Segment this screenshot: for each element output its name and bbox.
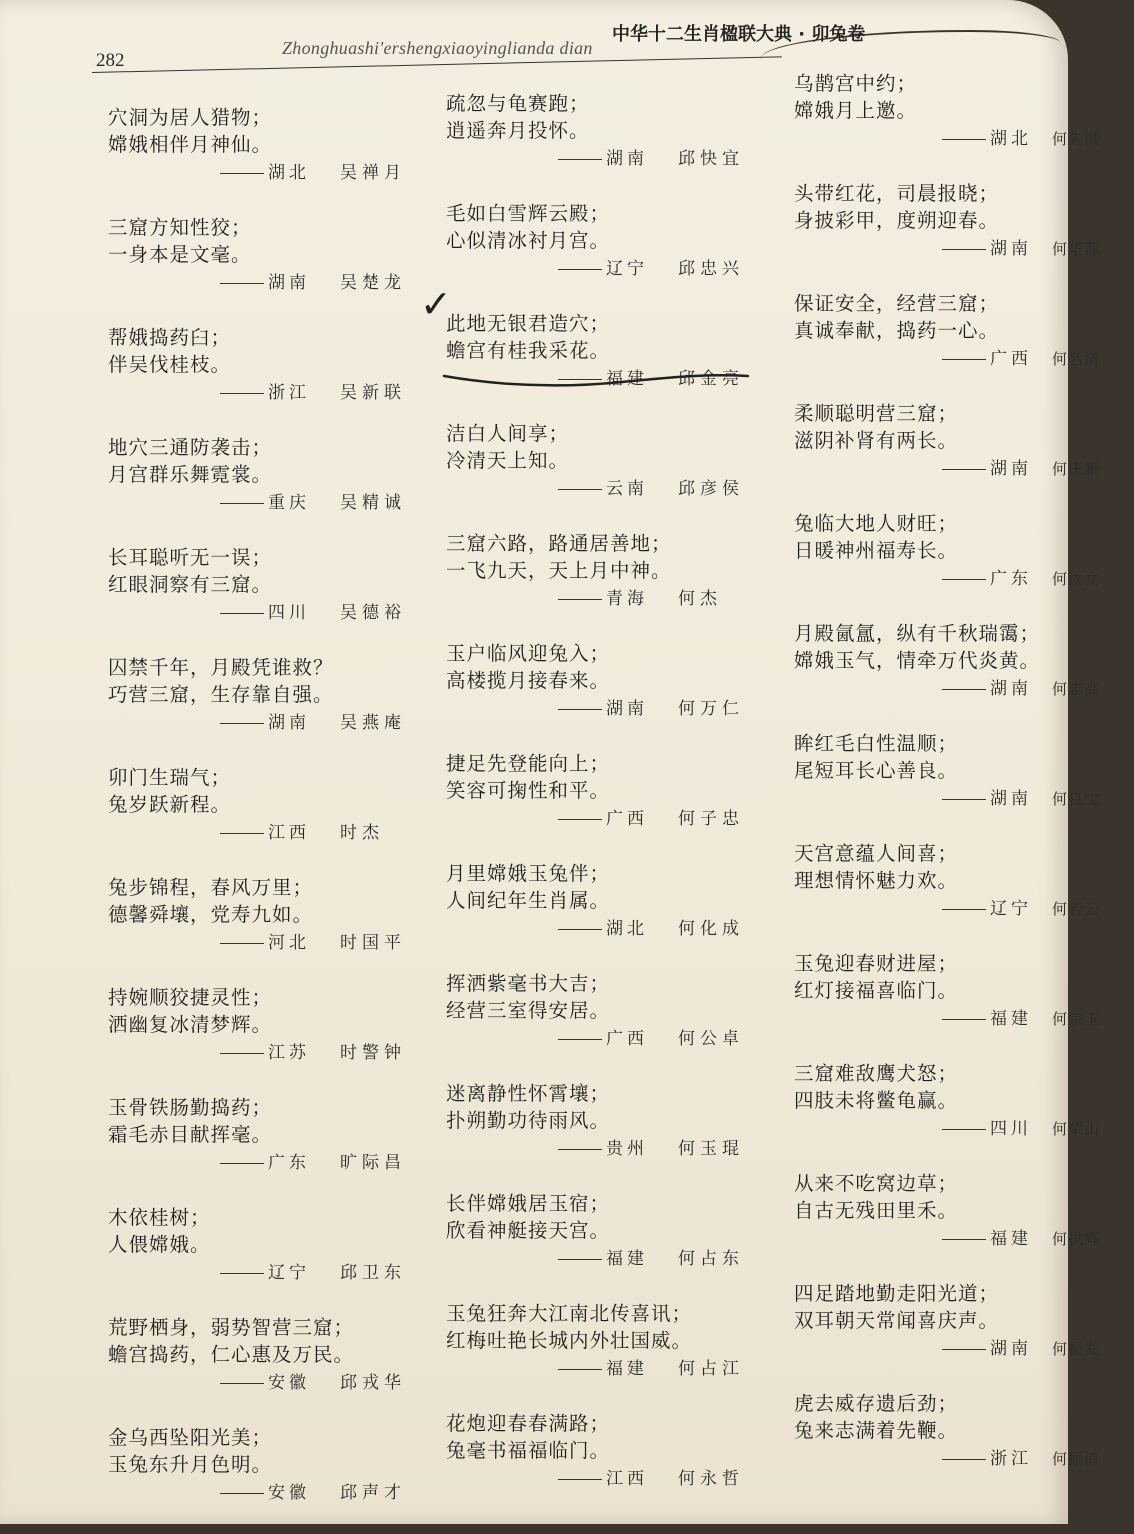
couplet-line-upper: 迷离静性怀霄壤； bbox=[446, 1082, 611, 1105]
couplet-credit bbox=[108, 708, 448, 738]
couplet-entry bbox=[446, 420, 786, 530]
credit-dash bbox=[942, 1019, 986, 1020]
couplet-line-upper: 虎去威存遗后劲； bbox=[794, 1392, 959, 1415]
couplet-line-lower: 巧营三窟，生存靠自强。 bbox=[108, 683, 334, 706]
credit-region: 湖北 bbox=[268, 163, 310, 183]
couplet-line-upper: 毛如白雪辉云殿； bbox=[446, 202, 611, 225]
couplet-line-lower: 玉兔东升月色明。 bbox=[108, 1453, 273, 1476]
couplet-line-lower: 德馨舜壤，党寿九如。 bbox=[108, 903, 314, 926]
couplet-line-lower: 人间纪年生肖属。 bbox=[446, 889, 611, 912]
couplet-entry bbox=[794, 620, 1134, 730]
couplet-entry bbox=[446, 90, 786, 200]
credit-author: 何拱辉 bbox=[1052, 1230, 1101, 1248]
credit-author: 邱金亮 bbox=[678, 369, 744, 389]
couplet-line-lower: 经营三室得安居。 bbox=[446, 999, 611, 1022]
credit-dash bbox=[558, 709, 602, 710]
credit-dash bbox=[558, 929, 602, 930]
couplet-entry bbox=[794, 1170, 1134, 1280]
credit-author: 何荣山 bbox=[1052, 1120, 1101, 1138]
credit-author: 何占江 bbox=[678, 1359, 744, 1379]
credit-region: 云南 bbox=[606, 479, 648, 499]
credit-region: 四川 bbox=[990, 1119, 1032, 1139]
credit-region: 湖北 bbox=[990, 129, 1032, 149]
couplet-line-lower: 身披彩甲，度朔迎春。 bbox=[794, 209, 1000, 232]
credit-region: 湖南 bbox=[268, 273, 310, 293]
couplet-entry bbox=[108, 654, 448, 764]
couplet-line-upper: 洁白人间享； bbox=[446, 422, 570, 445]
credit-dash bbox=[942, 469, 986, 470]
credit-region: 广东 bbox=[268, 1153, 310, 1173]
couplet-credit bbox=[794, 344, 1134, 374]
credit-dash bbox=[220, 1493, 264, 1494]
credit-author: 何汝文 bbox=[1052, 570, 1101, 588]
column-3 bbox=[794, 70, 1134, 1500]
couplet-entry bbox=[794, 400, 1134, 510]
credit-author: 何杰 bbox=[678, 589, 722, 609]
credit-author: 何公卓 bbox=[678, 1029, 744, 1049]
credit-author: 何志高 bbox=[1052, 680, 1101, 698]
credit-dash bbox=[942, 249, 986, 250]
credit-author: 何宗玉 bbox=[1052, 1010, 1101, 1028]
couplet-line-lower: 洒幽复冰清梦辉。 bbox=[108, 1013, 273, 1036]
couplet-entry bbox=[794, 950, 1134, 1060]
credit-dash bbox=[558, 1039, 602, 1040]
couplet-line-upper: 疏忽与龟赛跑； bbox=[446, 92, 590, 115]
couplet-line-lower: 尾短耳长心善良。 bbox=[794, 759, 959, 782]
credit-region: 广西 bbox=[606, 1029, 648, 1049]
couplet-entry bbox=[446, 1410, 786, 1520]
couplet-credit bbox=[108, 1148, 448, 1178]
header-pinyin: Zhonghuashi'ershengxiaoyinglianda dian bbox=[282, 38, 593, 58]
credit-dash bbox=[942, 139, 986, 140]
credit-dash bbox=[220, 1273, 264, 1274]
couplet-line-upper: 花炮迎春春满路； bbox=[446, 1412, 611, 1435]
couplet-line-upper: 柔顺聪明营三窟； bbox=[794, 402, 959, 425]
credit-author: 时警钟 bbox=[340, 1043, 406, 1063]
couplet-line-upper: 木依桂树； bbox=[108, 1206, 211, 1229]
credit-author: 何子忠 bbox=[678, 809, 744, 829]
couplet-line-upper: 玉兔狂奔大江南北传喜讯； bbox=[446, 1302, 693, 1325]
credit-region: 贵州 bbox=[606, 1139, 648, 1159]
credit-dash bbox=[942, 799, 986, 800]
credit-dash bbox=[220, 833, 264, 834]
credit-region: 湖南 bbox=[990, 459, 1032, 479]
credit-dash bbox=[220, 1053, 264, 1054]
credit-dash bbox=[220, 943, 264, 944]
couplet-line-lower: 真诚奉献，捣药一心。 bbox=[794, 319, 1000, 342]
credit-region: 广西 bbox=[990, 349, 1032, 369]
couplet-line-upper: 乌鹊宫中约； bbox=[794, 72, 918, 95]
credit-dash bbox=[220, 613, 264, 614]
credit-region: 江西 bbox=[268, 823, 310, 843]
couplet-credit bbox=[794, 1114, 1134, 1144]
credit-author: 邱彦侯 bbox=[678, 479, 744, 499]
credit-region: 江西 bbox=[606, 1469, 648, 1489]
credit-region: 湖南 bbox=[606, 149, 648, 169]
couplet-credit bbox=[108, 1038, 448, 1068]
couplet-entry bbox=[446, 530, 786, 640]
column-2 bbox=[446, 90, 786, 1520]
couplet-entry bbox=[108, 874, 448, 984]
credit-author: 邱快宜 bbox=[678, 149, 744, 169]
book-title: 中华十二生肖楹联大典 · 卯兔卷 bbox=[612, 24, 866, 45]
couplet-credit bbox=[794, 564, 1134, 594]
credit-author: 何玉琨 bbox=[678, 1139, 744, 1159]
couplet-entry bbox=[108, 434, 448, 544]
credit-region: 湖南 bbox=[268, 713, 310, 733]
couplet-credit bbox=[446, 914, 786, 944]
couplet-entry bbox=[108, 104, 448, 214]
credit-region: 四川 bbox=[268, 603, 310, 623]
couplet-entry bbox=[446, 750, 786, 860]
couplet-line-upper: 三窟方知性狡； bbox=[108, 216, 252, 239]
credit-author: 何化成 bbox=[678, 919, 744, 939]
couplet-credit bbox=[108, 818, 448, 848]
credit-region: 广东 bbox=[990, 569, 1032, 589]
credit-dash bbox=[220, 283, 264, 284]
couplet-entry bbox=[794, 1060, 1134, 1170]
couplet-line-upper: 头带红花，司晨报晓； bbox=[794, 182, 1000, 205]
couplet-credit bbox=[108, 1478, 448, 1508]
credit-dash bbox=[942, 359, 986, 360]
couplet-credit bbox=[794, 454, 1134, 484]
couplet-line-lower: 滋阴补肾有两长。 bbox=[794, 429, 959, 452]
credit-dash bbox=[942, 1239, 986, 1240]
credit-region: 湖北 bbox=[606, 919, 648, 939]
credit-dash bbox=[558, 489, 602, 490]
couplet-entry bbox=[446, 1300, 786, 1410]
credit-author: 吴新联 bbox=[340, 383, 406, 403]
couplet-line-lower: 嫦娥月上邀。 bbox=[794, 99, 918, 122]
couplet-credit bbox=[108, 268, 448, 298]
credit-region: 广西 bbox=[606, 809, 648, 829]
couplet-line-lower: 双耳朝天常闻喜庆声。 bbox=[794, 1309, 1000, 1332]
credit-author: 何永哲 bbox=[678, 1469, 744, 1489]
credit-region: 浙江 bbox=[990, 1449, 1032, 1469]
couplet-entry bbox=[108, 1094, 448, 1204]
credit-author: 邱忠兴 bbox=[678, 259, 744, 279]
credit-dash bbox=[220, 1163, 264, 1164]
credit-dash bbox=[942, 689, 986, 690]
couplet-credit bbox=[108, 598, 448, 628]
couplet-credit bbox=[794, 1444, 1134, 1474]
couplet-line-upper: 月里嫦娥玉兔伴； bbox=[446, 862, 611, 885]
couplet-credit bbox=[108, 488, 448, 518]
couplet-entry bbox=[794, 840, 1134, 950]
couplet-line-upper: 兔步锦程，春风万里； bbox=[108, 876, 314, 899]
couplet-credit bbox=[794, 674, 1134, 704]
credit-author: 何若云 bbox=[1052, 900, 1101, 918]
couplet-entry bbox=[446, 310, 786, 420]
credit-region: 湖南 bbox=[990, 679, 1032, 699]
couplet-line-upper: 长伴嫦娥居玉宿； bbox=[446, 1192, 611, 1215]
credit-region: 湖南 bbox=[606, 699, 648, 719]
credit-region: 湖南 bbox=[990, 789, 1032, 809]
couplet-line-lower: 伴吴伐桂枝。 bbox=[108, 353, 232, 376]
credit-dash bbox=[942, 1129, 986, 1130]
couplet-entry bbox=[794, 180, 1134, 290]
credit-author: 时国平 bbox=[340, 933, 406, 953]
credit-author: 何占东 bbox=[678, 1249, 744, 1269]
credit-author: 旷际昌 bbox=[340, 1153, 406, 1173]
couplet-entry bbox=[108, 984, 448, 1094]
credit-author: 时杰 bbox=[340, 823, 384, 843]
couplet-line-lower: 心似清冰衬月宫。 bbox=[446, 229, 611, 252]
credit-region: 河北 bbox=[268, 933, 310, 953]
couplet-credit bbox=[794, 1224, 1134, 1254]
couplet-line-upper: 玉骨铁肠勤捣药； bbox=[108, 1096, 273, 1119]
couplet-line-lower: 日暖神州福寿长。 bbox=[794, 539, 959, 562]
couplet-credit bbox=[108, 1368, 448, 1398]
couplet-entry bbox=[108, 1204, 448, 1314]
credit-region: 福建 bbox=[990, 1009, 1032, 1029]
couplet-line-lower: 月宫群乐舞霓裳。 bbox=[108, 463, 273, 486]
credit-dash bbox=[942, 1349, 986, 1350]
couplet-line-upper: 荒野栖身，弱势智营三窟； bbox=[108, 1316, 355, 1339]
couplet-credit bbox=[446, 1354, 786, 1384]
credit-dash bbox=[558, 599, 602, 600]
credit-dash bbox=[220, 503, 264, 504]
couplet-line-upper: 金乌西坠阳光美； bbox=[108, 1426, 273, 1449]
couplet-line-upper: 囚禁千年，月殿凭谁救？ bbox=[108, 656, 334, 679]
credit-dash bbox=[220, 723, 264, 724]
couplet-line-lower: 理想情怀魅力欢。 bbox=[794, 869, 959, 892]
couplet-entry bbox=[108, 324, 448, 434]
couplet-entry bbox=[108, 1314, 448, 1424]
credit-dash bbox=[558, 269, 602, 270]
couplet-line-upper: 月殿氤氲，纵有千秋瑞霭； bbox=[794, 622, 1041, 645]
couplet-line-upper: 兔临大地人财旺； bbox=[794, 512, 959, 535]
credit-author: 何万仁 bbox=[678, 699, 744, 719]
couplet-line-upper: 穴洞为居人猎物； bbox=[108, 106, 273, 129]
couplet-line-upper: 捷足先登能向上； bbox=[446, 752, 611, 775]
couplet-line-upper: 玉户临风迎兔入； bbox=[446, 642, 611, 665]
credit-dash bbox=[942, 909, 986, 910]
credit-author: 邱声才 bbox=[340, 1483, 406, 1503]
couplet-entry bbox=[108, 1424, 448, 1534]
credit-dash bbox=[558, 1369, 602, 1370]
couplet-line-lower: 蟾宫有桂我采花。 bbox=[446, 339, 611, 362]
credit-author: 吴燕庵 bbox=[340, 713, 406, 733]
couplet-entry bbox=[108, 544, 448, 654]
couplet-credit bbox=[446, 254, 786, 284]
credit-dash bbox=[942, 579, 986, 580]
credit-region: 湖南 bbox=[990, 1339, 1032, 1359]
handwritten-underline bbox=[442, 366, 750, 388]
couplet-line-lower: 自古无残田里禾。 bbox=[794, 1199, 959, 1222]
couplet-credit bbox=[446, 144, 786, 174]
couplet-line-upper: 长耳聪听无一误； bbox=[108, 546, 273, 569]
couplet-credit bbox=[794, 784, 1134, 814]
credit-author: 何先淇 bbox=[1052, 130, 1101, 148]
couplet-entry bbox=[446, 1080, 786, 1190]
couplet-credit bbox=[794, 234, 1134, 264]
credit-author: 何振发 bbox=[1052, 1340, 1101, 1358]
page-number: 282 bbox=[96, 50, 125, 71]
couplet-entry bbox=[108, 214, 448, 324]
couplet-line-upper: 卯门生瑞气； bbox=[108, 766, 232, 789]
credit-region: 安徽 bbox=[268, 1373, 310, 1393]
couplet-line-lower: 兔岁跃新程。 bbox=[108, 793, 232, 816]
couplet-line-upper: 四足踏地勤走阳光道； bbox=[794, 1282, 1000, 1305]
credit-dash bbox=[220, 393, 264, 394]
couplet-entry bbox=[794, 1280, 1134, 1390]
credit-author: 邱卫东 bbox=[340, 1263, 406, 1283]
credit-author: 何振清 bbox=[1052, 1450, 1101, 1468]
couplet-entry bbox=[446, 970, 786, 1080]
credit-author: 何良宝 bbox=[1052, 790, 1101, 808]
couplet-entry bbox=[794, 1390, 1134, 1500]
credit-dash bbox=[558, 1259, 602, 1260]
couplet-credit bbox=[446, 584, 786, 614]
couplet-line-upper: 持婉顺狡捷灵性； bbox=[108, 986, 273, 1009]
couplet-entry bbox=[794, 730, 1134, 840]
couplet-line-lower: 蟾宫捣药，仁心惠及万民。 bbox=[108, 1343, 355, 1366]
credit-dash bbox=[558, 819, 602, 820]
credit-dash bbox=[558, 1149, 602, 1150]
couplet-line-upper: 地穴三通防袭击； bbox=[108, 436, 273, 459]
couplet-line-lower: 霜毛赤目献挥毫。 bbox=[108, 1123, 273, 1146]
credit-author: 吴禅月 bbox=[340, 163, 406, 183]
couplet-line-lower: 笑容可掬性和平。 bbox=[446, 779, 611, 802]
couplet-line-upper: 三窟六路，路通居善地； bbox=[446, 532, 672, 555]
couplet-line-lower: 高楼揽月接春来。 bbox=[446, 669, 611, 692]
couplet-line-upper: 此地无银君造穴； bbox=[446, 312, 611, 335]
credit-region: 福建 bbox=[606, 1359, 648, 1379]
credit-region: 辽宁 bbox=[606, 259, 648, 279]
credit-region: 福建 bbox=[606, 369, 648, 389]
couplet-entry bbox=[446, 640, 786, 750]
credit-author: 何华荪 bbox=[1052, 240, 1101, 258]
couplet-line-upper: 三窟难敌鹰犬怒； bbox=[794, 1062, 959, 1085]
credit-dash bbox=[942, 1459, 986, 1460]
couplet-entry bbox=[446, 860, 786, 970]
credit-dash bbox=[558, 1479, 602, 1480]
credit-dash bbox=[220, 1383, 264, 1384]
credit-region: 辽宁 bbox=[268, 1263, 310, 1283]
couplet-line-lower: 欣看神艇接天宫。 bbox=[446, 1219, 611, 1242]
couplet-line-lower: 一身本是文毫。 bbox=[108, 243, 252, 266]
couplet-line-lower: 逍遥奔月投怀。 bbox=[446, 119, 590, 142]
couplet-credit bbox=[446, 1244, 786, 1274]
couplet-line-lower: 扑朔勤功待雨风。 bbox=[446, 1109, 611, 1132]
couplet-entry bbox=[794, 290, 1134, 400]
couplet-line-lower: 一飞九天，天上月中神。 bbox=[446, 559, 672, 582]
couplet-entry bbox=[446, 1190, 786, 1300]
couplet-line-upper: 玉兔迎春财进屋； bbox=[794, 952, 959, 975]
credit-author: 吴德裕 bbox=[340, 603, 406, 623]
couplet-credit bbox=[794, 124, 1134, 154]
credit-region: 青海 bbox=[606, 589, 648, 609]
couplet-credit bbox=[446, 474, 786, 504]
couplet-line-upper: 眸红毛白性温顺； bbox=[794, 732, 959, 755]
credit-author: 邱戎华 bbox=[340, 1373, 406, 1393]
couplet-line-upper: 保证安全，经营三窟； bbox=[794, 292, 1000, 315]
couplet-entry bbox=[794, 70, 1134, 180]
credit-dash bbox=[220, 173, 264, 174]
column-1 bbox=[108, 104, 448, 1534]
couplet-entry bbox=[108, 764, 448, 874]
credit-author: 吴精诚 bbox=[340, 493, 406, 513]
couplet-line-lower: 红梅吐艳长城内外壮国威。 bbox=[446, 1329, 693, 1352]
credit-author: 何名清 bbox=[1052, 350, 1101, 368]
credit-region: 福建 bbox=[606, 1249, 648, 1269]
couplet-line-lower: 红灯接福喜临门。 bbox=[794, 979, 959, 1002]
couplet-line-upper: 从来不吃窝边草； bbox=[794, 1172, 959, 1195]
couplet-line-lower: 兔毫书福福临门。 bbox=[446, 1439, 611, 1462]
couplet-line-lower: 嫦娥相伴月神仙。 bbox=[108, 133, 273, 156]
credit-dash bbox=[558, 159, 602, 160]
handwritten-check-mark: ✓ bbox=[420, 282, 452, 326]
couplet-line-upper: 帮娥捣药臼； bbox=[108, 326, 232, 349]
credit-author: 吴楚龙 bbox=[340, 273, 406, 293]
credit-region: 湖南 bbox=[990, 239, 1032, 259]
couplet-entry bbox=[446, 200, 786, 310]
couplet-line-upper: 挥洒紫毫书大吉； bbox=[446, 972, 611, 995]
credit-region: 重庆 bbox=[268, 493, 310, 513]
couplet-credit bbox=[446, 1134, 786, 1164]
couplet-credit bbox=[446, 694, 786, 724]
credit-region: 安徽 bbox=[268, 1483, 310, 1503]
couplet-credit bbox=[446, 1464, 786, 1494]
couplet-line-lower: 冷清天上知。 bbox=[446, 449, 570, 472]
credit-author: 何庆新 bbox=[1052, 460, 1101, 478]
couplet-credit bbox=[794, 1004, 1134, 1034]
couplet-credit bbox=[446, 1024, 786, 1054]
credit-region: 浙江 bbox=[268, 383, 310, 403]
couplet-credit bbox=[794, 894, 1134, 924]
couplet-credit bbox=[108, 158, 448, 188]
couplet-entry bbox=[794, 510, 1134, 620]
credit-region: 福建 bbox=[990, 1229, 1032, 1249]
credit-region: 江苏 bbox=[268, 1043, 310, 1063]
couplet-line-lower: 嫦娥玉气，情牵万代炎黄。 bbox=[794, 649, 1041, 672]
couplet-credit bbox=[108, 1258, 448, 1288]
couplet-credit bbox=[108, 378, 448, 408]
credit-region: 辽宁 bbox=[990, 899, 1032, 919]
couplet-credit bbox=[446, 804, 786, 834]
couplet-credit bbox=[794, 1334, 1134, 1364]
couplet-line-lower: 兔来志满着先鞭。 bbox=[794, 1419, 959, 1442]
couplet-line-lower: 四肢未将鳖龟赢。 bbox=[794, 1089, 959, 1112]
couplet-line-lower: 人偎嫦娥。 bbox=[108, 1233, 211, 1256]
couplet-line-upper: 天宫意蕴人间喜； bbox=[794, 842, 959, 865]
couplet-line-lower: 红眼洞察有三窟。 bbox=[108, 573, 273, 596]
couplet-credit bbox=[108, 928, 448, 958]
